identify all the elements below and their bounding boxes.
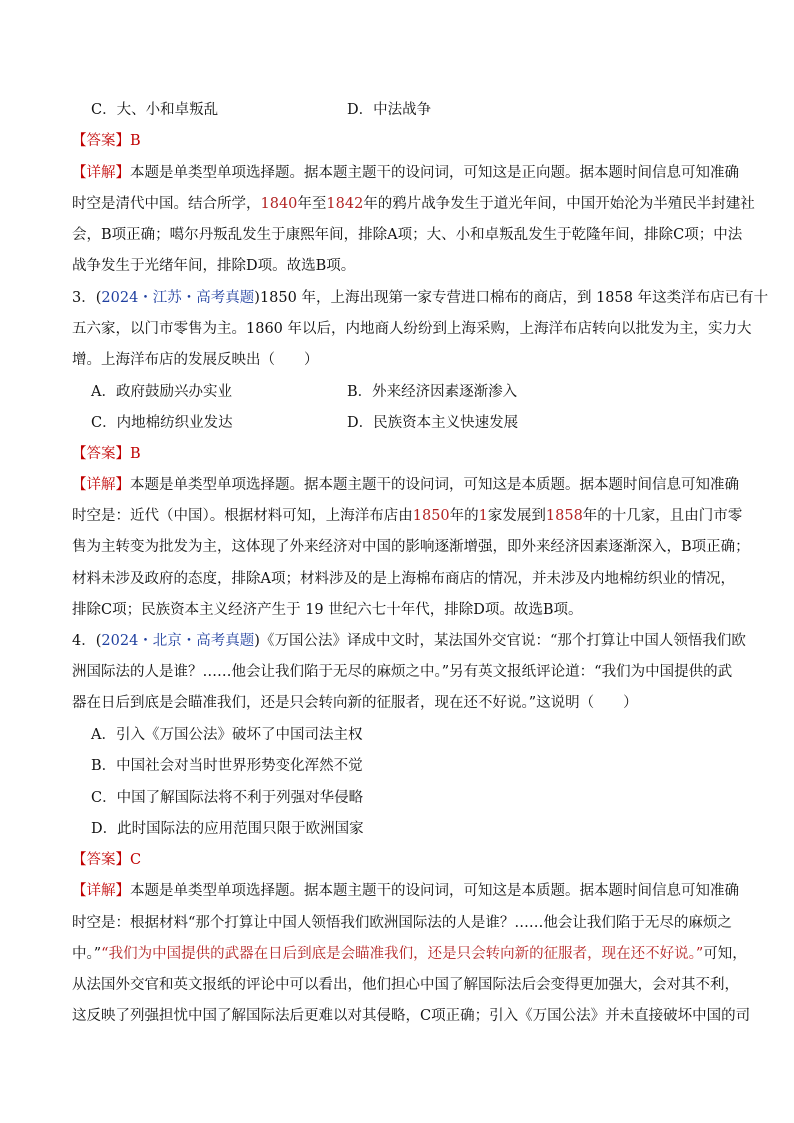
q2-option-c: C．大、小和卓叛乱 [91,102,219,118]
answer-tag: 【答案】 [72,446,130,462]
q4-option-b: B．中国社会对当时世界形势变化浑然不觉 [91,758,363,774]
detail-tag: 【详解】 [72,883,130,899]
q2-detail-line-4: 战争发生于光绪年间，排除D项。故选B项。 [72,258,356,274]
q3-detail-line-4: 材料未涉及政府的态度，排除A项；材料涉及的是上海棉布商店的情况，并未涉及内地棉纺织业的情况， [72,571,735,587]
question-number: 3．( [72,290,102,306]
answer-value: C [130,852,142,868]
q3-option-a: A．政府鼓励兴办实业 [91,384,232,400]
answer-tag: 【答案】 [72,852,130,868]
q4-detail-line-2: 时空是：根据材料“那个打算让中国人领悟我们欧洲国际法的人是谁？……他会让我们陷于无尽的麻烦之 [72,915,732,931]
q3-detail-line-2: 时空是：近代（中国）。根据材料可知，上海洋布店由1850年的1家发展到1858年的十几家，且由门市零 [72,508,743,524]
q4-detail-line-3: 中。”“我们为中国提供的武器在日后到底是会瞄准我们，还是只会转向新的征服者，现在还不好说。”可知， [72,946,747,962]
q2-detail-line-2: 时空是清代中国。结合所学，1840年至1842年的鸦片战争发生于道光年间，中国开始沦为半殖民半封建社 [72,196,755,212]
q3-stem-line-1: 3．(2024・江苏・高考真题)1850 年，上海出现第一家专营进口棉布的商店，到 1858 年这类洋布店已有十 [72,290,769,306]
q3-option-c: C．内地棉纺织业发达 [91,415,233,431]
q4-stem-line-2: 洲国际法的人是谁？……他会让我们陷于无尽的麻烦之中。”另有英文报纸评论道：“我们为中国提供的武 [72,664,733,680]
answer-tag: 【答案】 [72,133,130,149]
q3-detail-line-1: 【详解】本题是单类型单项选择题。据本题主题干的设问词，可知这是本质题。据本题时间信息可知准确 [72,477,739,493]
q2-option-d: D．中法战争 [347,102,432,118]
q3-detail-line-3: 售为主转变为批发为主，这体现了外来经济对中国的影响逐渐增强，即外来经济因素逐渐深入，B项正确； [72,539,750,555]
q4-option-c: C．中国了解国际法将不利于列强对华侵略 [91,790,364,806]
detail-tag: 【详解】 [72,165,130,181]
q4-detail-line-1: 【详解】本题是单类型单项选择题。据本题主题干的设问词，可知这是本质题。据本题时间信息可知准确 [72,883,739,899]
question-source: 2024・北京・高考真题 [101,633,255,649]
detail-tag: 【详解】 [72,477,130,493]
q3-detail-line-5: 排除C项；民族资本主义经济产生于 19 世纪六七十年代，排除D项。故选B项。 [72,602,583,618]
question-number: 4．( [72,633,102,649]
q2-detail-line-3: 会，B项正确；噶尔丹叛乱发生于康熙年间，排除A项；大、小和卓叛乱发生于乾隆年间，排除C项；中法 [72,227,743,243]
q4-stem-line-3: 器在日后到底是会瞄准我们，还是只会转向新的征服者，现在还不好说。”这说明（ ） [72,695,638,711]
question-source: 2024・江苏・高考真题 [101,290,255,306]
answer-value: B [130,446,141,462]
q4-detail-line-4: 从法国外交官和英文报纸的评论中可以看出，他们担心中国了解国际法后会变得更加强大，会对其不利， [72,977,739,993]
q3-stem-line-3: 增。上海洋布店的发展反映出（ ） [72,352,319,368]
q3-option-b: B．外来经济因素逐渐渗入 [347,384,518,400]
q4-stem-line-1: 4．(2024・北京・高考真题)《万国公法》译成中文时，某法国外交官说：“那个打算让中国人领悟我们欧 [72,633,746,649]
q4-answer [72,850,141,870]
q3-option-d: D．民族资本主义快速发展 [347,415,519,431]
q3-stem-line-2: 五六家，以门市零售为主。1860 年以后，内地商人纷纷到上海采购，上海洋布店转向以批发为主，实力大 [72,321,752,337]
q3-answer [72,444,141,464]
answer-value: B [130,133,141,149]
q4-option-d: D．此时国际法的应用范围只限于欧洲国家 [91,821,364,837]
q4-detail-line-5: 这反映了列强担忧中国了解国际法后更难以对其侵略，C项正确；引入《万国公法》并未直接破坏中国的司 [72,1008,751,1024]
q2-answer [72,131,141,151]
q4-option-a: A．引入《万国公法》破坏了中国司法主权 [91,727,363,743]
q2-detail-line-1: 【详解】本题是单类型单项选择题。据本题主题干的设问词，可知这是正向题。据本题时间信息可知准确 [72,165,739,181]
